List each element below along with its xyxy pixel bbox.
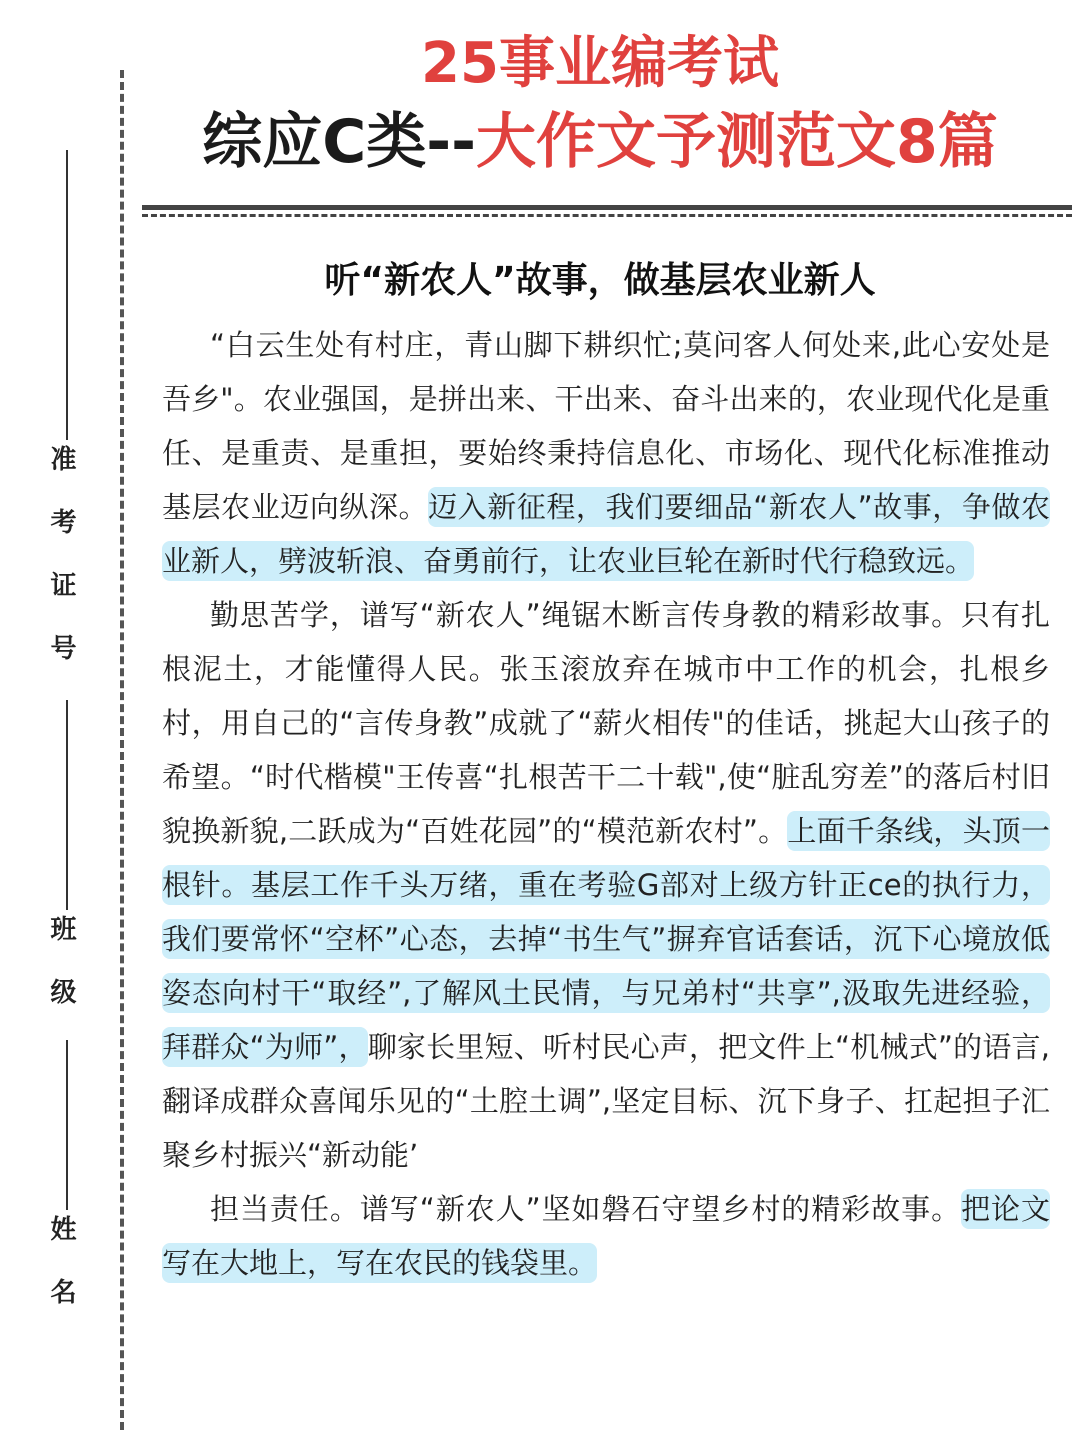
exam-id-label: 准 考 证 号	[46, 445, 76, 675]
page-title: 25事业编考试	[421, 31, 779, 96]
p2-highlight: 上面千条线，头顶一根针。基层工作千头万绪，重在考验G部对上级方针正ce的执行力，我们要常怀“空杯”心态，去掉“书生气”摒弃官话套话，沉下心境放低姿态向村干“取经”,了解风土民情，与兄弟村“共享”,汲取先进经验，拜群众“为师”，	[162, 811, 1050, 1067]
p1-text: “白云生处有村庄，青山脚下耕织忙;莫问客人何处来,此心安处是吾乡"。农业强国，是拼出来、干出来、奋斗出来的，农业现代化是重任、是重责、是重担，要始终秉持信息化、市场化、现代化标准推动基层农业迈向纵深。	[162, 328, 1050, 524]
class-label: 班 级	[46, 915, 76, 1019]
p2-tail: 聊家长里短、听村民心声，把文件上“机械式”的语言,翻译成群众喜闻乐见的“土腔土调”,坚定目标、沉下身子、扛起担子汇聚乡村振兴“新动能’	[162, 1030, 1050, 1172]
subtitle-black: 综应C类--	[202, 107, 477, 177]
header-dashed-divider	[142, 214, 1072, 217]
p3-highlight: 把论文写在大地上，写在农民的钱袋里。	[162, 1189, 1050, 1283]
exam-id-underline	[66, 150, 68, 440]
essay-title: 听“新农人”故事，做基层农业新人	[324, 260, 876, 301]
page-subtitle	[140, 107, 1060, 177]
name-label: 姓 名	[46, 1215, 76, 1319]
name-underline	[66, 1040, 68, 1210]
paragraph-2	[162, 588, 1050, 1182]
subtitle-red: 大作文予测范文8篇	[476, 107, 998, 177]
p2-text: 勤思苦学，谱写“新农人”绳锯木断言传身教的精彩故事。只有扎根泥土，才能懂得人民。张玉滚放弃在城市中工作的机会，扎根乡村，用自己的“言传身教”成就了“薪火相传"的佳话，挑起大山孩子的希望。“时代楷模"王传喜“扎根苦干二十载",使“脏乱穷差”的落后村旧貌换新貌,二跃成为“百姓花园”的“模范新农村”。	[162, 598, 1050, 848]
p1-highlight: 迈入新征程，我们要细品“新农人”故事，争做农业新人，劈波斩浪、奋勇前行，让农业巨轮在新时代行稳致远。	[162, 487, 1050, 581]
paragraph-3	[162, 1182, 1050, 1290]
paragraph-1	[162, 318, 1050, 588]
class-underline	[66, 700, 68, 910]
header-divider	[142, 205, 1072, 210]
essay-body	[162, 318, 1050, 1290]
p3-text: 担当责任。谱写“新农人”坚如磐石守望乡村的精彩故事。	[210, 1192, 962, 1226]
binding-dashed-line	[120, 70, 124, 1430]
